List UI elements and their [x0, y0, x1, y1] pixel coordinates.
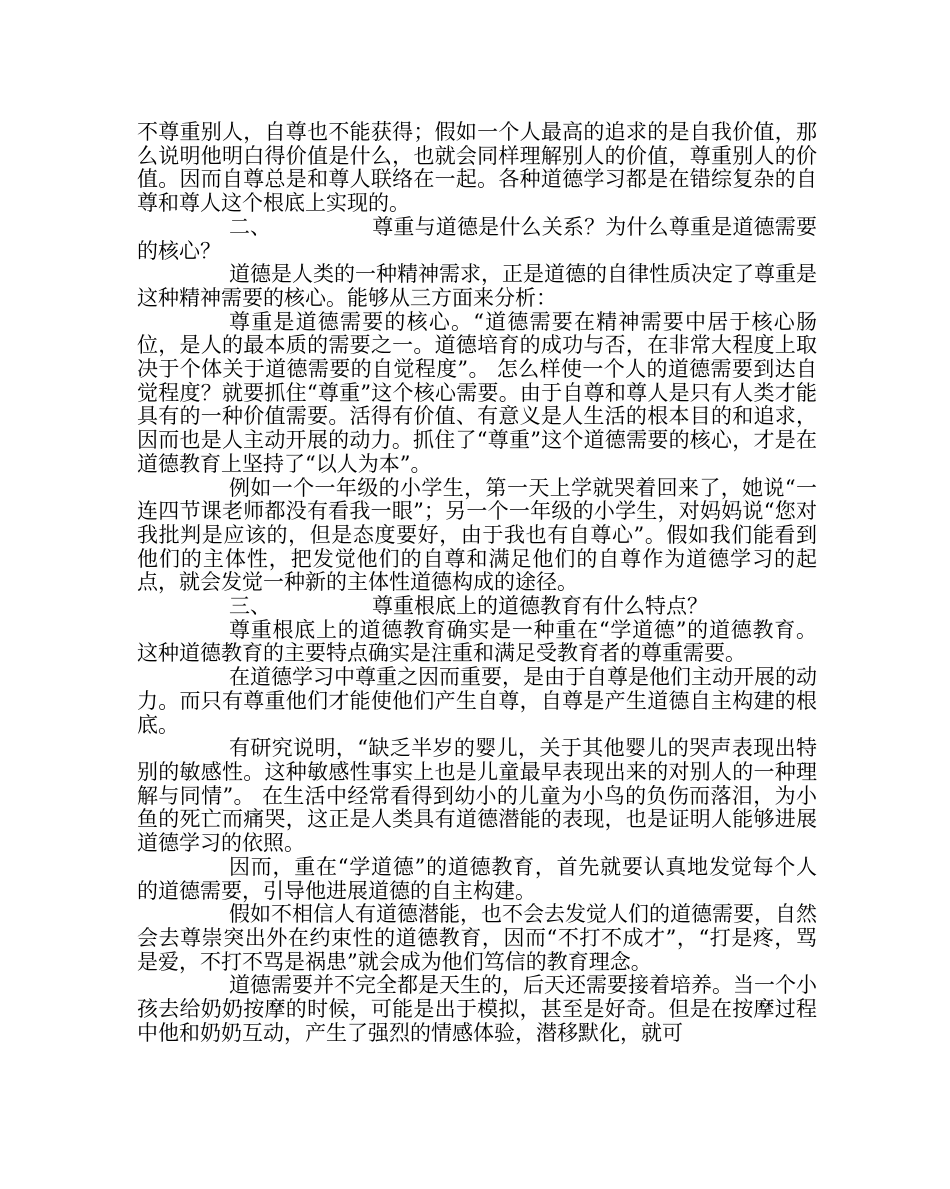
document-body — [137, 121, 817, 1045]
section-number: 三、 — [229, 594, 271, 619]
paragraph: 因而，重在“学道德”的道德教育，首先就要认真地发觉每个人的道德需要，引导他进展道德的自主构建。 — [137, 854, 817, 903]
paragraph: 道德是人类的一种精神需求，正是道德的自律性质决定了尊重是这种精神需要的核心。能够从三方面来分析： — [137, 262, 817, 310]
paragraph: 在道德学习中尊重之因而重要，是由于自尊是他们主动开展的动力。而只有尊重他们才能使他们产生自尊，自尊是产生道德自主构建的根底。 — [137, 665, 817, 737]
paragraph: 假如不相信人有道德潜能，也不会去发觉人们的道德需要，自然会去尊崇突出外在约束性的道德教育，因而“不打不成才”，“打是疼，骂是爱，不打不骂是祸患”就会成为他们笃信的教育理念。 — [137, 902, 817, 974]
paragraph: 例如一个一年级的小学生，第一天上学就哭着回来了，她说“一连四节课老师都没有看我一眼”；另一个一年级的小学生，对妈妈说“您对我批判是应该的，但是态度要好，由于我也有自尊心”。假如我们能看到他们的主体性，把发觉他们的自尊和满足他们的自尊作为道德学习的起点，就会发觉一种新的主体性道德构成的途径。 — [137, 475, 817, 595]
section-heading — [137, 216, 817, 263]
section-number: 二、 — [229, 214, 271, 239]
paragraph: 不尊重别人，自尊也不能获得；假如一个人最高的追求的是自我价值，那么说明他明白得价值是什么，也就会同样理解别人的价值，尊重别人的价值。因而自尊总是和尊人联络在一起。各种道德学习都是在错综复杂的自尊和尊人这个根底上实现的。 — [137, 120, 817, 216]
section-title: 尊重与道德是什么关系？为什么尊重是道德需要的核心？ — [137, 214, 817, 263]
section-title: 尊重根底上的道德教育有什么特点？ — [372, 594, 708, 619]
paragraph: 尊重根底上的道德教育确实是一种重在“学道德”的道德教育。这种道德教育的主要特点确实是注重和满足受教育者的尊重需要。 — [137, 617, 817, 666]
section-heading — [137, 595, 817, 619]
paragraph: 尊重是道德需要的核心。“道德需要在精神需要中居于核心肠位，是人的最本质的需要之一。道德培育的成功与否，在非常大程度上取决于个体关于道德需要的自觉程度”。 怎么样使一个人的道德需要到达自觉程度？就要抓住“尊重”这个核心需要。由于自尊和尊人是只有人类才能具有的一种价值需要。活得有价值、有意义是人生活的根本目的和追求，因而也是人主动开展的动力。抓住了“尊重”这个道德需要的核心，才是在道德教育上坚持了“以人为本”。 — [137, 309, 817, 476]
paragraph: 道德需要并不完全都是天生的，后天还需要接着培养。当一个小孩去给奶奶按摩的时候，可能是出于模拟，甚至是好奇。但是在按摩过程中他和奶奶互动，产生了强烈的情感体验，潜移默化，就可 — [137, 973, 817, 1045]
paragraph: 有研究说明，“缺乏半岁的婴儿，关于其他婴儿的哭声表现出特别的敏感性。这种敏感性事实上也是儿童最早表现出来的对别人的一种理解与同情”。 在生活中经常看得到幼小的儿童为小鸟的负伤而落泪，为小鱼的死亡而痛哭，这正是人类具有道德潜能的表现，也是证明人能够进展道德学习的依照。 — [137, 736, 817, 856]
